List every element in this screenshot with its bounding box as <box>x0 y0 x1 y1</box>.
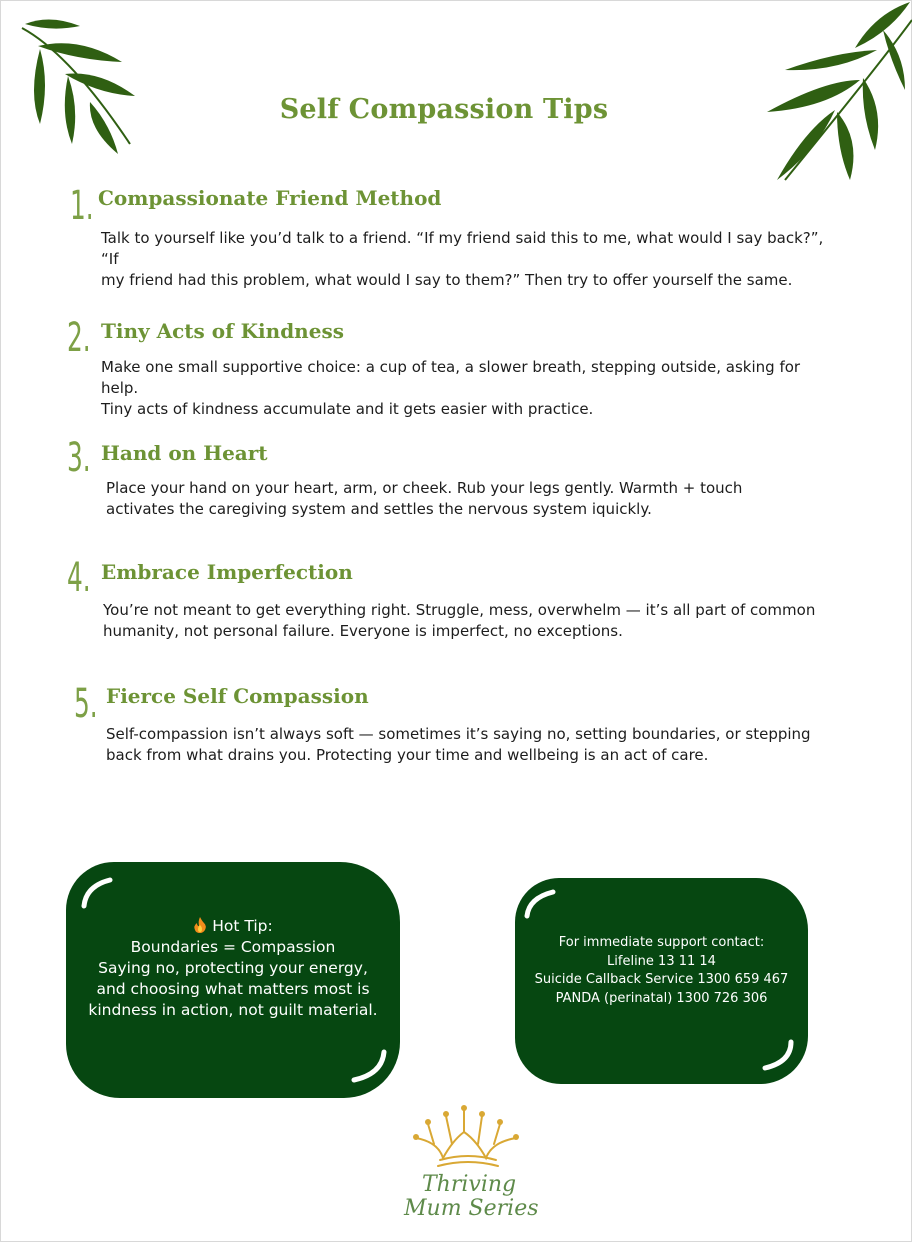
tip-body-line: Make one small supportive choice: a cup of tea, a slower breath, stepping outside, asking for help. <box>101 358 801 397</box>
tip-number: 1. <box>70 183 94 229</box>
hot-tip-text <box>66 916 400 1021</box>
tip-number: 4. <box>67 555 91 601</box>
tip-heading: Hand on Heart <box>101 441 268 465</box>
hot-tip-line: and choosing what matters most is <box>96 980 370 998</box>
support-text <box>515 934 808 1008</box>
tip-heading: Tiny Acts of Kindness <box>101 319 344 343</box>
tip-body <box>106 724 846 766</box>
hot-tip-label-line <box>66 916 400 937</box>
tip-body-line: back from what drains you. Protecting your time and wellbeing is an act of care. <box>106 746 709 764</box>
crown-icon <box>398 1102 538 1172</box>
hot-tip-line: kindness in action, not guilt material. <box>88 1001 378 1019</box>
tip-heading: Compassionate Friend Method <box>98 186 442 210</box>
hot-tip-label: Hot Tip: <box>212 917 273 935</box>
tip-body <box>106 478 846 520</box>
tip-heading: Fierce Self Compassion <box>106 684 369 708</box>
thriving-mum-logo <box>398 1102 538 1232</box>
fire-icon <box>193 917 207 933</box>
support-line: PANDA (perinatal) 1300 726 306 <box>555 990 768 1006</box>
tip-number: 3. <box>67 435 91 481</box>
tip-body <box>103 600 843 642</box>
hot-tip-callout <box>66 862 400 1098</box>
support-line: For immediate support contact: <box>558 935 765 950</box>
leaf-branch-left-icon <box>10 14 145 154</box>
tip-heading: Embrace Imperfection <box>101 560 353 584</box>
tip-body <box>101 228 841 291</box>
tip-body-line: Tiny acts of kindness accumulate and it gets easier with practice. <box>101 400 594 418</box>
support-line: Lifeline 13 11 14 <box>607 953 716 969</box>
tip-body-line: humanity, not personal failure. Everyone is imperfect, no exceptions. <box>103 622 623 640</box>
support-line: Suicide Callback Service 1300 659 467 <box>534 972 789 987</box>
hot-tip-line: Saying no, protecting your energy, <box>98 959 368 977</box>
page-title: Self Compassion Tips <box>279 94 609 125</box>
logo-line-2: Mum Series <box>404 1196 539 1221</box>
logo-line-1: Thriving <box>422 1172 517 1197</box>
tip-body-line: Place your hand on your heart, arm, or cheek. Rub your legs gently. Warmth + touch <box>106 479 743 497</box>
tip-number: 5. <box>74 681 98 727</box>
tip-number: 2. <box>67 315 91 361</box>
tip-body-line: activates the caregiving system and settles the nervous system iquickly. <box>106 500 652 518</box>
tip-body-line: Self-compassion isn’t always soft — sometimes it’s saying no, setting boundaries, or stepping <box>106 725 811 743</box>
tip-body <box>101 357 841 420</box>
hot-tip-line: Boundaries = Compassion <box>130 938 336 956</box>
tip-body-line: Talk to yourself like you’d talk to a friend. “If my friend said this to me, what would I say back?”, “If <box>101 229 824 268</box>
support-callout <box>515 878 808 1084</box>
tip-body-line: You’re not meant to get everything right. Struggle, mess, overwhelm — it’s all part of common <box>103 601 816 619</box>
tip-body-line: my friend had this problem, what would I say to them?” Then try to offer yourself the same. <box>101 271 793 289</box>
